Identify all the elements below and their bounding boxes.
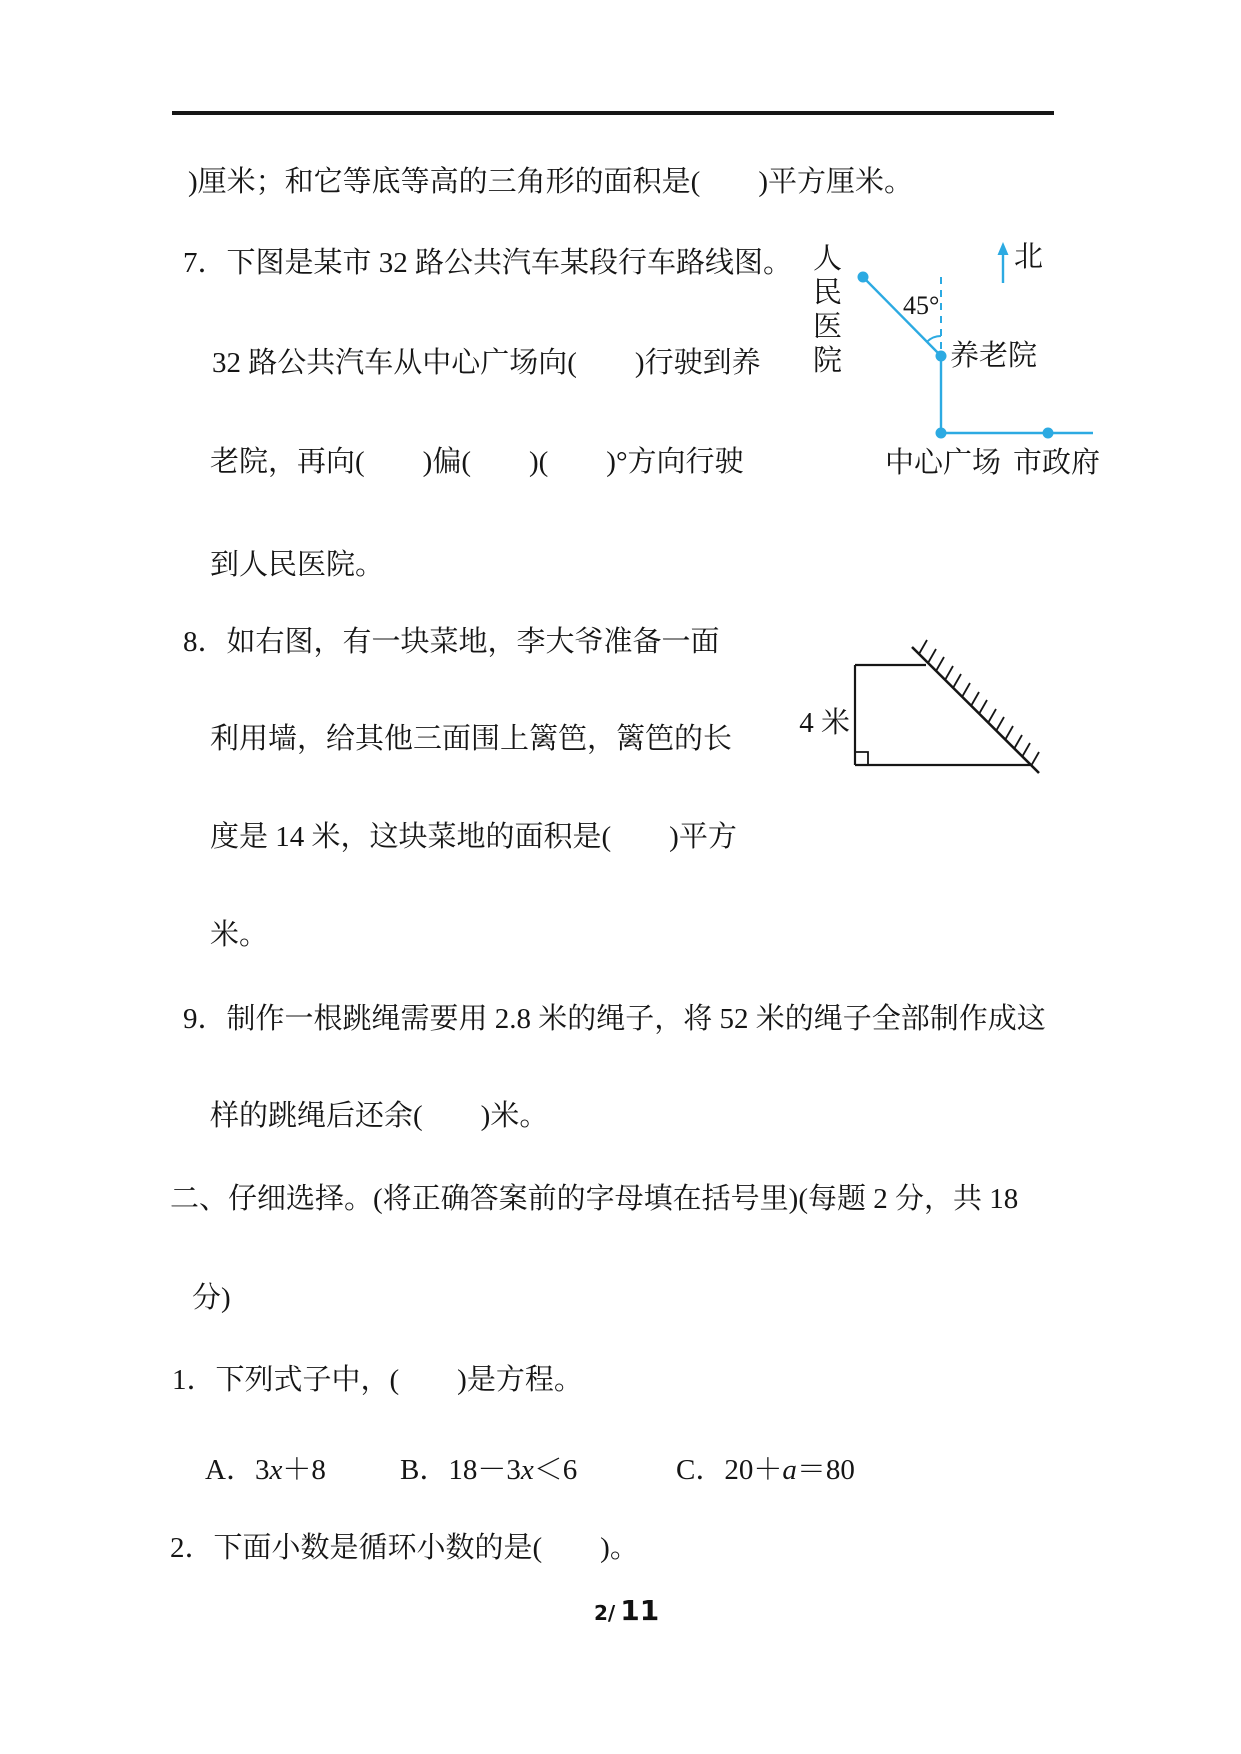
question-8-line-4: 米。 (210, 919, 269, 951)
city-hall-label: 市政府 (1013, 447, 1101, 479)
question-7-line-3: 老院，再向( )偏( )( )°方向行驶 (210, 446, 744, 478)
option-b-label: B． (400, 1454, 449, 1486)
option-c: C．20＋a＝80 (676, 1454, 855, 1486)
question-8-line-2: 利用墙，给其他三面围上篱笆，篱笆的长 (210, 723, 733, 755)
choice-question-1: 1．下列式子中，( )是方程。 (172, 1364, 583, 1396)
section-2-heading-line-2: 分) (192, 1282, 231, 1314)
wall-hatching (919, 640, 1039, 766)
fill-blank-q6-continuation: )厘米；和它等底等高的三角形的面积是( )平方厘米。 (188, 166, 913, 198)
current-page: 2/ (594, 1601, 616, 1625)
variable-a: a (782, 1454, 797, 1486)
option-a: A．3x＋8 (205, 1454, 326, 1486)
option-b: B．18－3x＜6 (400, 1454, 578, 1486)
question-7-line-1: 7．下图是某市 32 路公共汽车某段行车路线图。 (183, 247, 793, 279)
question-8-line-1: 8．如右图，有一块菜地，李大爷准备一面 (183, 626, 720, 658)
angle-45-label: 45° (903, 291, 940, 320)
plaza-label: 中心广场 (885, 447, 1002, 479)
nursing-home-label: 养老院 (950, 340, 1038, 372)
option-a-label: A． (205, 1454, 255, 1486)
right-angle-mark (855, 752, 868, 765)
north-label: 北 (1014, 241, 1044, 273)
wall-line (912, 647, 1039, 773)
hospital-label: 人民医院 (812, 243, 842, 377)
plot-height-label: 4 米 (799, 707, 850, 739)
question-7-line-2: 32 路公共汽车从中心广场向( )行驶到养 (212, 347, 761, 379)
question-9-line-1: 9．制作一根跳绳需要用 2.8 米的绳子，将 52 米的绳子全部制作成这 (183, 1003, 1046, 1035)
question-9-line-2: 样的跳绳后还余( )米。 (210, 1100, 549, 1132)
total-pages: 11 (620, 1594, 660, 1627)
question-7-line-4: 到人民医院。 (210, 549, 385, 581)
option-c-label: C． (676, 1454, 725, 1486)
variable-x: x (269, 1454, 283, 1486)
choice-question-2: 2．下面小数是循环小数的是( )。 (170, 1532, 639, 1564)
variable-x: x (520, 1454, 534, 1486)
page-number (594, 1594, 659, 1627)
section-2-heading-line-1: 二、仔细选择。(将正确答案前的字母填在括号里)(每题 2 分，共 18 (170, 1183, 1019, 1215)
question-8-line-3: 度是 14 米，这块菜地的面积是( )平方 (210, 821, 737, 853)
